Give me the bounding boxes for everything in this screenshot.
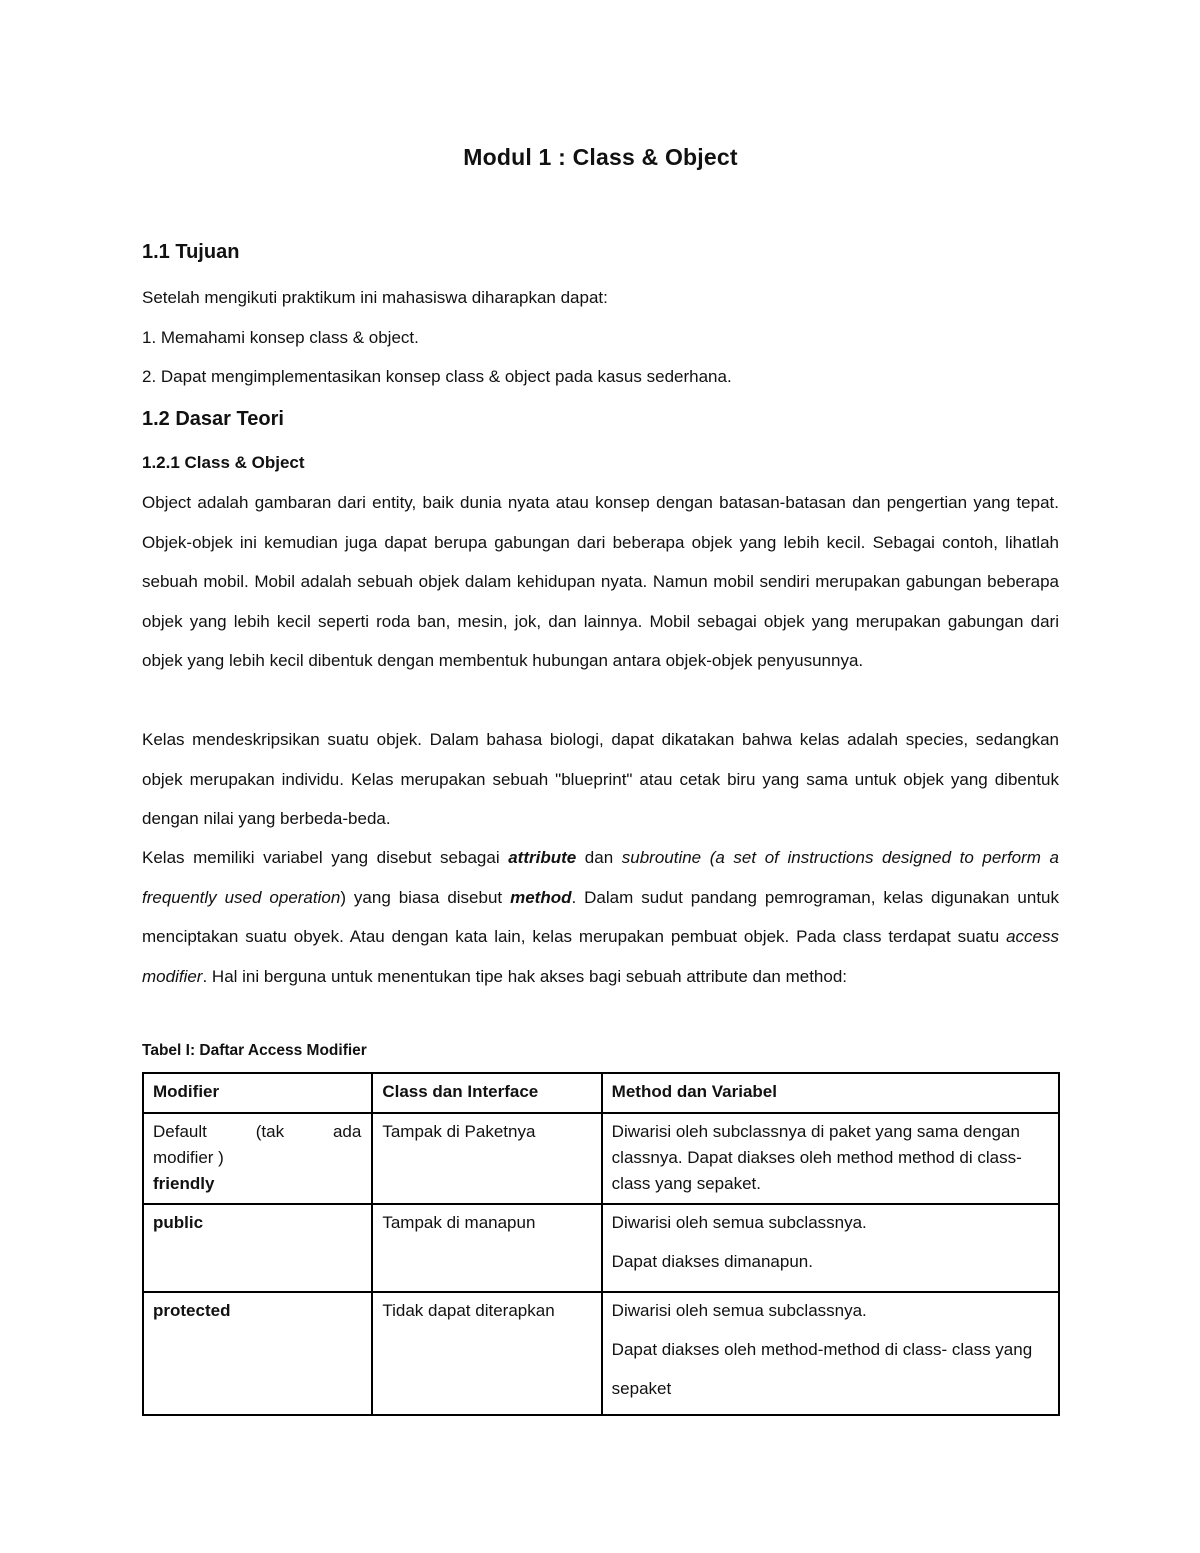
- paragraph-attribute-method: [142, 838, 1059, 996]
- table-row: [143, 1113, 1059, 1204]
- method-var-line-1: Diwarisi oleh semua subclassnya.: [611, 1213, 867, 1232]
- table-cell-method-variabel: [602, 1292, 1059, 1415]
- table-header-class-interface: Class dan Interface: [372, 1073, 601, 1113]
- table-cell-method-variabel: Diwarisi oleh subclassnya di paket yang sama dengan classnya. Dapat diakses oleh method method di class-class yang sepaket.: [602, 1113, 1059, 1204]
- table-cell-class-interface: Tidak dapat diterapkan: [372, 1292, 601, 1415]
- paragraph-object: Object adalah gambaran dari entity, baik dunia nyata atau konsep dengan batasan-batasan dan pengertian yang tepat. Objek-objek ini kemudian juga dapat berupa gabungan dari beberapa objek yang lebih kecil. Sebagai contoh, lihatlah sebuah mobil. Mobil adalah sebuah objek dalam kehidupan nyata. Namun mobil sendiri merupakan gabungan beberapa objek yang lebih kecil seperti roda ban, mesin, jok, dan lainnya. Mobil sebagai objek yang merupakan gabungan dari objek yang lebih kecil dibentuk dengan membentuk hubungan antara objek-objek penyusunnya.: [142, 493, 1059, 670]
- text-run: . Hal ini berguna untuk menentukan tipe hak akses bagi sebuah attribute dan method:: [202, 966, 848, 986]
- table-header-modifier: Modifier: [143, 1073, 372, 1113]
- term-subroutine: subroutine (a set of instructions designed to perform a frequently used operation: [142, 848, 1059, 907]
- tujuan-item-1: 1. Memahami konsep class & object.: [142, 328, 419, 347]
- table-cell-modifier: public: [143, 1204, 372, 1292]
- table-row: [143, 1204, 1059, 1292]
- table-caption: Tabel I: Daftar Access Modifier: [142, 1042, 367, 1059]
- term-access-modifier: access modifier: [142, 927, 1059, 986]
- modifier-default: Default (tak ada modifier ): [153, 1122, 367, 1167]
- table-cell-modifier: [143, 1113, 372, 1204]
- table-header-row: [143, 1073, 1059, 1113]
- method-var-line-2: Dapat diakses dimanapun.: [611, 1252, 813, 1271]
- table-cell-class-interface: Tampak di manapun: [372, 1204, 601, 1292]
- table-header-method-variabel: Method dan Variabel: [602, 1073, 1059, 1113]
- table-row: [143, 1292, 1059, 1415]
- paragraph-kelas: Kelas mendeskripsikan suatu objek. Dalam bahasa biologi, dapat dikatakan bahwa kelas adalah species, sedangkan objek merupakan individu. Kelas merupakan sebuah "blueprint" atau cetak biru yang sama untuk objek yang dibentuk dengan nilai yang berbeda-beda.: [142, 730, 1059, 828]
- modifier-friendly: friendly: [153, 1174, 215, 1193]
- table-cell-modifier: protected: [143, 1292, 372, 1415]
- access-modifier-table: [142, 1072, 1060, 1416]
- text-run: dan: [576, 848, 622, 867]
- spacer: [612, 1236, 1048, 1249]
- table-cell-method-variabel: [602, 1204, 1059, 1292]
- subsection-heading-class-object: 1.2.1 Class & Object: [142, 453, 305, 472]
- term-attribute: attribute: [508, 848, 577, 867]
- term-method: method: [510, 887, 572, 907]
- text-run: . Dalam sudut pandang pemrograman, kelas digunakan untuk menciptakan suatu obyek. Atau dengan kata lain, kelas merupakan pembuat objek. Pada class terdapat suatu: [142, 887, 1060, 946]
- text-run: Kelas memiliki variabel yang disebut sebagai: [142, 848, 509, 867]
- section-heading-dasar-teori: 1.2 Dasar Teori: [142, 408, 284, 430]
- method-var-line-2: Dapat diakses oleh method-method di class- class yang sepaket: [611, 1340, 1033, 1398]
- text-run: ) yang biasa disebut: [340, 887, 511, 907]
- tujuan-intro: Setelah mengikuti praktikum ini mahasiswa diharapkan dapat:: [142, 288, 608, 307]
- page-title: Modul 1 : Class & Object: [463, 144, 738, 170]
- table-cell-class-interface: Tampak di Paketnya: [372, 1113, 601, 1204]
- section-heading-tujuan: 1.1 Tujuan: [142, 241, 240, 263]
- method-var-line-1: Diwarisi oleh semua subclassnya.: [611, 1301, 867, 1320]
- spacer: [612, 1275, 1048, 1285]
- tujuan-item-2: 2. Dapat mengimplementasikan konsep class & object pada kasus sederhana.: [142, 367, 732, 386]
